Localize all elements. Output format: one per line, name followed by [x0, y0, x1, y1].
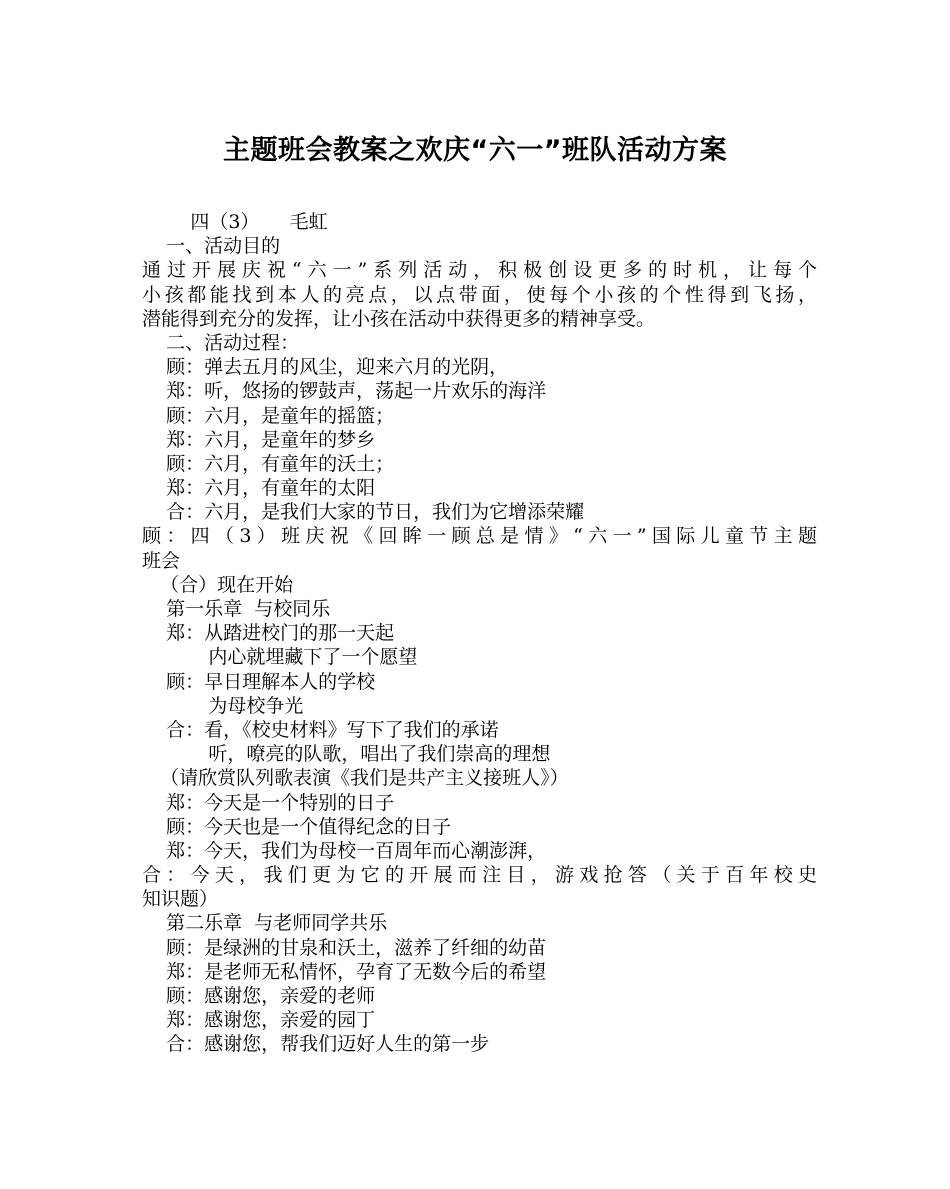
- movement-heading: 第二乐章 与老师同学共乐: [142, 912, 388, 935]
- paragraph-line: 潜能得到充分的发挥，让小孩在活动中获得更多的精神享受。: [142, 307, 656, 330]
- script-line: 班会: [142, 549, 181, 572]
- class-author-line: 四（3） 毛虹: [142, 211, 328, 233]
- script-line: 合：六月，是我们大家的节日，我们为它增添荣耀: [142, 501, 585, 524]
- script-line: 顾：四（3）班庆祝《回眸一顾总是情》“六一”国际儿童节主题: [142, 525, 817, 548]
- script-line: 郑：六月，有童年的太阳: [142, 477, 376, 500]
- script-line: 顾：弹去五月的风尘，迎来六月的光阴，: [142, 356, 509, 379]
- script-line: 顾：今天也是一个值得纪念的日子: [142, 815, 452, 838]
- section-heading-process: 二、活动过程：: [142, 331, 300, 354]
- script-line: 郑：从踏进校门的那一天起: [142, 622, 395, 645]
- script-line: （合）现在开始: [142, 573, 294, 596]
- script-line: 郑：今天，我们为母校一百周年而心潮澎湃，: [142, 839, 547, 862]
- script-line: 顾：感谢您，亲爱的老师: [142, 985, 376, 1007]
- script-line: 内心就埋藏下了一个愿望: [142, 646, 418, 669]
- script-line: 合：感谢您，帮我们迈好人生的第一步: [142, 1033, 490, 1056]
- script-line: 为母校争光: [142, 694, 304, 717]
- paragraph-line: 小孩都能找到本人的亮点，以点带面，使每个小孩的个性得到飞扬，: [142, 283, 817, 306]
- script-line: 合：今天，我们更为它的开展而注目，游戏抢答（关于百年校史: [142, 864, 817, 887]
- paragraph-line: 通过开展庆祝“六一”系列活动，积极创设更多的时机，让每个: [142, 259, 817, 282]
- section-heading-purpose: 一、活动目的: [142, 235, 281, 258]
- script-line: 合：看，《校史材料》写下了我们的承诺: [142, 718, 499, 741]
- script-line: 知识题）: [142, 888, 219, 911]
- script-line: 顾：是绿洲的甘泉和沃土，滋养了纤细的幼苗: [142, 936, 547, 959]
- script-line: 顾：六月，是童年的摇篮；: [142, 404, 395, 427]
- script-line: （请欣赏队列歌表演《我们是共产主义接班人》）: [142, 767, 569, 790]
- script-line: 郑：六月，是童年的梦乡: [142, 428, 376, 451]
- script-line: 郑：是老师无私情怀，孕育了无数今后的希望: [142, 960, 547, 983]
- script-line: 顾：六月，有童年的沃土；: [142, 452, 395, 475]
- script-line: 听，嘹亮的队歌，唱出了我们崇高的理想: [142, 743, 551, 766]
- script-line: 郑：听，悠扬的锣鼓声，荡起一片欢乐的海洋: [142, 380, 547, 403]
- document-title: 主题班会教案之欢庆“六一”班队活动方案: [223, 135, 727, 166]
- script-line: 郑：今天是一个特别的日子: [142, 791, 395, 814]
- document-body: [142, 210, 817, 1057]
- script-line: 顾：早日理解本人的学校: [142, 670, 376, 693]
- movement-heading: 第一乐章 与校同乐: [142, 598, 331, 620]
- script-line: 郑：感谢您，亲爱的园丁: [142, 1009, 376, 1032]
